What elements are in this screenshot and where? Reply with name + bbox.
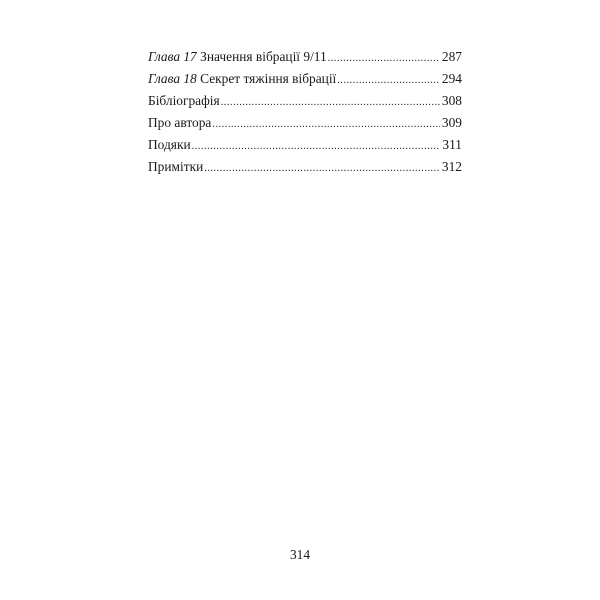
toc-entry-about-author [148,112,462,134]
chapter-title: Секрет тяжіння вібрації [200,71,337,86]
toc-entry-notes [148,156,462,178]
toc-page-number: 311 [442,137,462,152]
dot-leader [212,114,440,136]
toc-entry-title: Подяки [148,137,191,152]
dot-leader [337,70,440,92]
chapter-label: Глава 18 [148,71,197,86]
toc-entry-title: Примітки [148,159,204,174]
toc-entry-title: Бібліографія [148,93,220,108]
dot-leader [204,158,440,180]
chapter-label: Глава 17 [148,49,197,64]
toc-page-number: 309 [441,115,462,130]
toc-page-number: 308 [441,93,462,108]
dot-leader [328,48,440,70]
toc-entry-title [148,46,327,68]
page-number: 314 [289,547,311,562]
chapter-title: Значення вібрації 9/11 [200,49,327,64]
dot-leader [221,92,440,114]
toc-entry-title: Про автора [148,115,212,130]
toc-page-number: 312 [441,159,462,174]
toc-entry-acknowledgements [148,134,462,156]
toc-entry-title [148,68,336,90]
dot-leader [192,136,441,158]
toc-page-number: 287 [441,49,462,64]
toc-page-number: 294 [441,71,462,86]
toc-entry-chapter-18 [148,68,462,90]
toc-entry-bibliography [148,90,462,112]
table-of-contents [148,46,462,178]
toc-entry-chapter-17 [148,46,462,68]
